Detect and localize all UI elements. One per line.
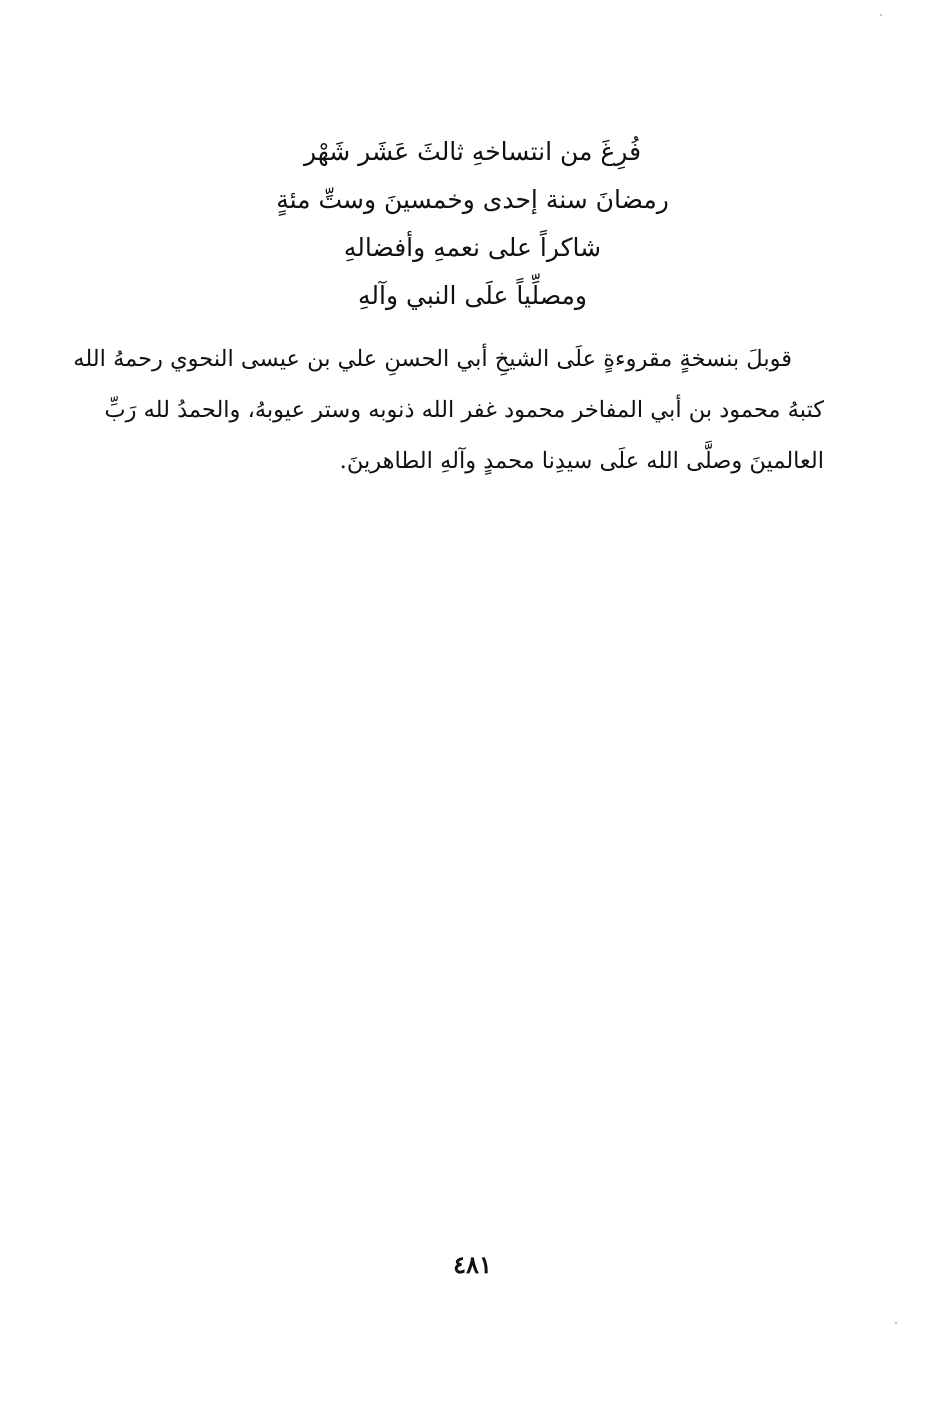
colophon-line: فُرِغَ من انتساخهِ ثالثَ عَشَر شَهْر — [303, 137, 642, 166]
colophon-line: شاكراً على نعمهِ وأفضالهِ — [343, 233, 602, 262]
colophon-verse — [0, 128, 945, 320]
page-number: ٤٨١ — [453, 1250, 492, 1279]
note-line: العالمينَ وصلَّى الله علَى سيدِنا محمدٍ وآلهِ الطاهرينَ. — [339, 448, 824, 474]
colophon-line: ومصلِّياً علَى النبي وآلهِ — [358, 281, 587, 310]
scan-speck — [880, 14, 882, 16]
note-line: كتبهُ محمود بن أبي المفاخر محمود غفر الله ذنوبه وستر عيوبهُ، والحمدُ لله رَبِّ — [104, 397, 824, 423]
colophon-line: رمضانَ سنة إحدى وخمسينَ وستِّ مئةٍ — [276, 185, 669, 214]
note-line: قوبلَ بنسخةٍ مقروءةٍ علَى الشيخِ أبي الحسنِ علي بن عيسى النحوي رحمهُ الله — [73, 346, 792, 372]
scan-speck — [895, 1322, 897, 1324]
collation-note — [73, 334, 824, 487]
